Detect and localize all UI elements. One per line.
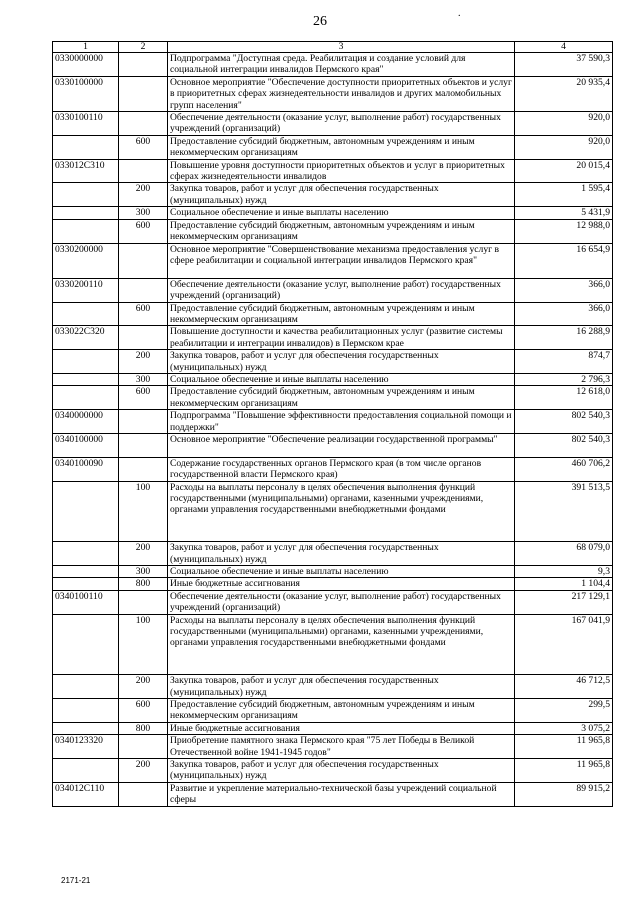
expense-type-cell [119, 433, 168, 457]
description-cell: Обеспечение деятельности (оказание услуг, выполнение работ) государственных учреждений (организаций) [168, 112, 515, 136]
code-cell [53, 302, 119, 326]
description-cell: Основное мероприятие "Обеспечение доступности приоритетных объектов и услуг в приоритетных сферах жизнедеятельности инвалидов и других маломобильных групп населения" [168, 76, 515, 111]
description-cell: Содержание государственных органов Пермского края (в том числе органов государственной власти Пермского края) [168, 457, 515, 481]
table-row [53, 219, 613, 243]
footer-code: 2171-21 [61, 876, 91, 885]
expense-type-cell: 300 [119, 373, 168, 385]
description-cell: Социальное обеспечение и иные выплаты населению [168, 207, 515, 219]
expense-type-cell: 200 [119, 350, 168, 374]
code-cell [53, 183, 119, 207]
table-row [53, 302, 613, 326]
expense-type-cell [119, 159, 168, 183]
expense-type-cell: 600 [119, 219, 168, 243]
expense-type-cell [119, 76, 168, 111]
code-cell [53, 699, 119, 723]
amount-cell: 46 712,5 [515, 675, 613, 699]
description-cell: Закупка товаров, работ и услуг для обеспечения государственных (муниципальных) нужд [168, 183, 515, 207]
code-cell: 0340123320 [53, 735, 119, 759]
header-col-1: 1 [53, 42, 119, 53]
expense-type-cell [119, 243, 168, 278]
description-cell: Повышение доступности и качества реабилитационных услуг (развитие системы реабилитации и интеграции инвалидов) в Пермском крае [168, 326, 515, 350]
expense-type-cell: 800 [119, 578, 168, 590]
description-cell: Основное мероприятие "Совершенствование механизма предоставления услуг в сфере реабилитации и социальной интеграции инвалидов Пермского края" [168, 243, 515, 278]
code-cell: 0340100090 [53, 457, 119, 481]
description-cell: Расходы на выплаты персоналу в целях обеспечения выполнения функций государственными (муниципальными) органами, казенными учреждениями, органами управления государственными внебюджетными фондами [168, 614, 515, 675]
amount-cell: 11 965,8 [515, 735, 613, 759]
table-row [53, 782, 613, 806]
expense-type-cell [119, 53, 168, 77]
expense-type-cell: 300 [119, 207, 168, 219]
page-number: 26 [313, 14, 327, 29]
table-row [53, 578, 613, 590]
table-row [53, 159, 613, 183]
expense-type-cell: 200 [119, 759, 168, 783]
description-cell: Обеспечение деятельности (оказание услуг, выполнение работ) государственных учреждений (организаций) [168, 278, 515, 302]
description-cell: Основное мероприятие "Обеспечение реализации государственной программы" [168, 433, 515, 457]
code-cell [53, 722, 119, 734]
table-row [53, 183, 613, 207]
amount-cell: 5 431,9 [515, 207, 613, 219]
code-cell [53, 386, 119, 410]
amount-cell: 460 706,2 [515, 457, 613, 481]
table-row [53, 735, 613, 759]
amount-cell: 366,0 [515, 302, 613, 326]
expense-type-cell [119, 112, 168, 136]
amount-cell: 1 595,4 [515, 183, 613, 207]
code-cell [53, 675, 119, 699]
code-cell [53, 219, 119, 243]
scan-speck: . [458, 8, 461, 19]
description-cell: Социальное обеспечение и иные выплаты населению [168, 373, 515, 385]
table-row [53, 675, 613, 699]
expense-type-cell: 600 [119, 135, 168, 159]
table-row [53, 243, 613, 278]
expense-type-cell: 200 [119, 542, 168, 566]
table-row [53, 590, 613, 614]
amount-cell: 802 540,3 [515, 410, 613, 434]
description-cell: Предоставление субсидий бюджетным, автономным учреждениям и иным некоммерческим организациям [168, 135, 515, 159]
amount-cell: 20 935,4 [515, 76, 613, 111]
expense-type-cell [119, 735, 168, 759]
expense-type-cell: 600 [119, 386, 168, 410]
code-cell: 0330100000 [53, 76, 119, 111]
code-cell [53, 565, 119, 577]
code-cell [53, 759, 119, 783]
amount-cell: 20 015,4 [515, 159, 613, 183]
table-row [53, 373, 613, 385]
amount-cell: 11 965,8 [515, 759, 613, 783]
code-cell: 0330000000 [53, 53, 119, 77]
description-cell: Предоставление субсидий бюджетным, автономным учреждениям и иным некоммерческим организациям [168, 302, 515, 326]
code-cell [53, 373, 119, 385]
code-cell: 0330100110 [53, 112, 119, 136]
amount-cell: 37 590,3 [515, 53, 613, 77]
description-cell: Закупка товаров, работ и услуг для обеспечения государственных (муниципальных) нужд [168, 759, 515, 783]
description-cell: Иные бюджетные ассигнования [168, 722, 515, 734]
amount-cell: 12 618,0 [515, 386, 613, 410]
expense-type-cell: 200 [119, 675, 168, 699]
expense-type-cell [119, 590, 168, 614]
expense-type-cell: 100 [119, 614, 168, 675]
table-row [53, 614, 613, 675]
expense-type-cell: 600 [119, 699, 168, 723]
table-row [53, 112, 613, 136]
table-row [53, 53, 613, 77]
header-col-2: 2 [119, 42, 168, 53]
table-body [53, 53, 613, 807]
description-cell: Повышение уровня доступности приоритетных объектов и услуг в приоритетных сферах жизнедеятельности инвалидов [168, 159, 515, 183]
code-cell [53, 542, 119, 566]
code-cell: 034012С110 [53, 782, 119, 806]
code-cell [53, 207, 119, 219]
expense-type-cell: 100 [119, 481, 168, 542]
expense-type-cell [119, 457, 168, 481]
table-row [53, 326, 613, 350]
table-row [53, 135, 613, 159]
code-cell [53, 350, 119, 374]
expense-type-cell: 600 [119, 302, 168, 326]
code-cell: 033022С320 [53, 326, 119, 350]
table-row [53, 722, 613, 734]
table-row [53, 699, 613, 723]
amount-cell: 12 988,0 [515, 219, 613, 243]
amount-cell: 3 075,2 [515, 722, 613, 734]
header-col-3: 3 [168, 42, 515, 53]
table-row [53, 759, 613, 783]
amount-cell: 1 104,4 [515, 578, 613, 590]
amount-cell: 217 129,1 [515, 590, 613, 614]
description-cell: Закупка товаров, работ и услуг для обеспечения государственных (муниципальных) нужд [168, 542, 515, 566]
description-cell: Закупка товаров, работ и услуг для обеспечения государственных (муниципальных) нужд [168, 350, 515, 374]
header-col-4: 4 [515, 42, 613, 53]
amount-cell: 89 915,2 [515, 782, 613, 806]
description-cell: Предоставление субсидий бюджетным, автономным учреждениям и иным некоммерческим организациям [168, 386, 515, 410]
amount-cell: 9,3 [515, 565, 613, 577]
amount-cell: 802 540,3 [515, 433, 613, 457]
amount-cell: 391 513,5 [515, 481, 613, 542]
code-cell [53, 578, 119, 590]
code-cell [53, 135, 119, 159]
description-cell: Приобретение памятного знака Пермского края "75 лет Победы в Великой Отечественной войне 1941-1945 годов" [168, 735, 515, 759]
table-row [53, 457, 613, 481]
description-cell: Обеспечение деятельности (оказание услуг, выполнение работ) государственных учреждений (организаций) [168, 590, 515, 614]
expense-type-cell [119, 782, 168, 806]
description-cell: Иные бюджетные ассигнования [168, 578, 515, 590]
expense-type-cell: 300 [119, 565, 168, 577]
code-cell [53, 614, 119, 675]
table-row [53, 207, 613, 219]
table-row [53, 481, 613, 542]
code-cell: 0340100110 [53, 590, 119, 614]
amount-cell: 366,0 [515, 278, 613, 302]
table-row [53, 565, 613, 577]
table-row [53, 386, 613, 410]
expense-type-cell [119, 278, 168, 302]
expense-type-cell: 800 [119, 722, 168, 734]
expense-type-cell [119, 326, 168, 350]
description-cell: Предоставление субсидий бюджетным, автономным учреждениям и иным некоммерческим организациям [168, 219, 515, 243]
table-row [53, 410, 613, 434]
code-cell: 0330200110 [53, 278, 119, 302]
table-row [53, 542, 613, 566]
amount-cell: 920,0 [515, 112, 613, 136]
amount-cell: 167 041,9 [515, 614, 613, 675]
table-header-row [53, 42, 613, 53]
expense-type-cell [119, 410, 168, 434]
code-cell: 033012С310 [53, 159, 119, 183]
amount-cell: 16 288,9 [515, 326, 613, 350]
table-row [53, 278, 613, 302]
code-cell: 0340000000 [53, 410, 119, 434]
description-cell: Закупка товаров, работ и услуг для обеспечения государственных (муниципальных) нужд [168, 675, 515, 699]
description-cell: Развитие и укрепление материально-технической базы учреждений социальной сферы [168, 782, 515, 806]
amount-cell: 299,5 [515, 699, 613, 723]
table-row [53, 433, 613, 457]
table-row [53, 350, 613, 374]
code-cell: 0330200000 [53, 243, 119, 278]
amount-cell: 68 079,0 [515, 542, 613, 566]
amount-cell: 2 796,3 [515, 373, 613, 385]
budget-table [52, 41, 613, 807]
amount-cell: 16 654,9 [515, 243, 613, 278]
description-cell: Подпрограмма "Доступная среда. Реабилитация и создание условий для социальной интеграции инвалидов Пермского края" [168, 53, 515, 77]
description-cell: Социальное обеспечение и иные выплаты населению [168, 565, 515, 577]
code-cell [53, 481, 119, 542]
description-cell: Расходы на выплаты персоналу в целях обеспечения выполнения функций государственными (муниципальными) органами, казенными учреждениями, органами управления государственными внебюджетными фондами [168, 481, 515, 542]
amount-cell: 874,7 [515, 350, 613, 374]
amount-cell: 920,0 [515, 135, 613, 159]
description-cell: Подпрограмма "Повышение эффективности предоставления социальной помощи и поддержки" [168, 410, 515, 434]
expense-type-cell: 200 [119, 183, 168, 207]
table-row [53, 76, 613, 111]
code-cell: 0340100000 [53, 433, 119, 457]
description-cell: Предоставление субсидий бюджетным, автономным учреждениям и иным некоммерческим организациям [168, 699, 515, 723]
